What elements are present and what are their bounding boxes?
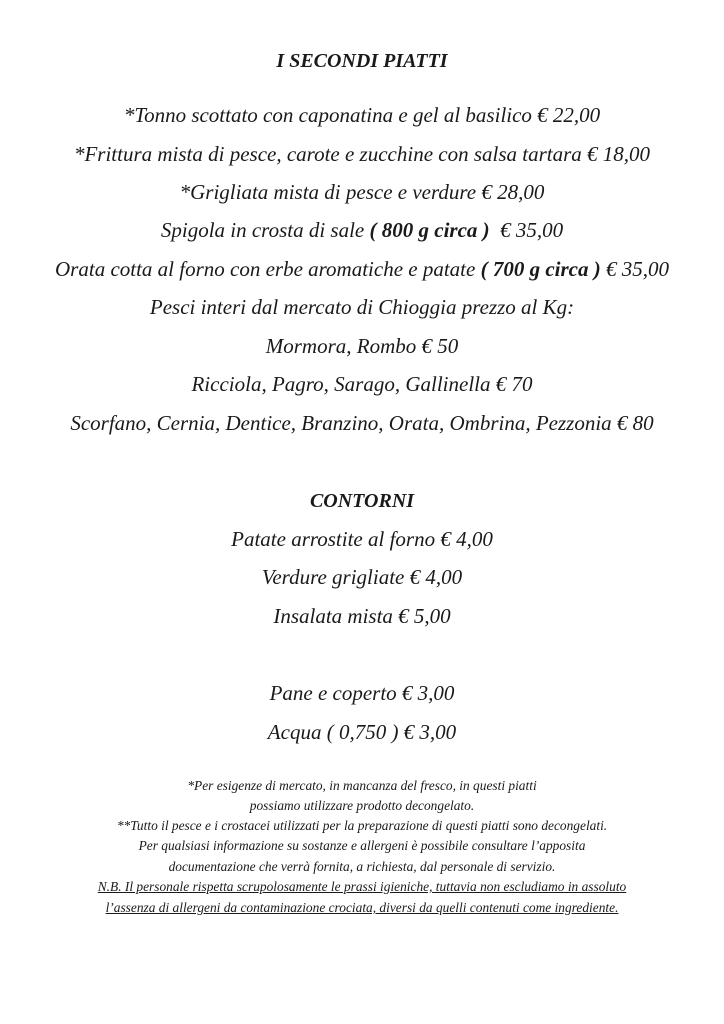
secondi-heading: I SECONDI PIATTI: [276, 50, 448, 72]
menu-item-spigola-price: € 35,00: [489, 218, 564, 242]
menu-item-orata-weight: ( 700 g circa ): [480, 257, 601, 281]
note-line: **Tutto il pesce e i crostacei utilizzati per la preparazione di questi piatti sono decongelati.: [116, 818, 608, 833]
note-line: Per qualsiasi informazione su sostanze e allergeni è possibile consultare l’apposita: [138, 838, 586, 853]
note-line: *Per esigenze di mercato, in mancanza del fresco, in questi piatti: [187, 778, 537, 793]
menu-item-pesci-interi: Pesci interi dal mercato di Chioggia prezzo al Kg:: [149, 295, 575, 319]
contorno-verdure: Verdure grigliate € 4,00: [261, 565, 463, 589]
contorno-patate: Patate arrostite al forno € 4,00: [231, 527, 493, 551]
contorno-insalata: Insalata mista € 5,00: [273, 604, 451, 628]
contorni-heading: CONTORNI: [309, 490, 415, 512]
menu-item-orata-name: Orata cotta al forno con erbe aromatiche e patate: [55, 257, 481, 281]
menu-item-orata-price: € 35,00: [600, 257, 669, 281]
menu-item-spigola-weight: ( 800 g circa ): [369, 218, 490, 242]
menu-item-ricciola: Ricciola, Pagro, Sarago, Gallinella € 70: [191, 372, 533, 396]
menu-item-tonno: *Tonno scottato con caponatina e gel al basilico € 22,00: [123, 103, 601, 127]
menu-item-frittura: *Frittura mista di pesce, carote e zucchine con salsa tartara € 18,00: [73, 142, 651, 166]
menu-item-spigola-name: Spigola in crosta di sale: [160, 218, 370, 242]
menu-item-grigliata: *Grigliata mista di pesce e verdure € 28,00: [179, 180, 545, 204]
note-line: documentazione che verrà fornita, a richiesta, dal personale di servizio.: [168, 859, 556, 874]
extra-acqua: Acqua ( 0,750 ) € 3,00: [267, 720, 457, 744]
menu-item-orata: [0, 257, 724, 282]
allergen-disclaimer-line: N.B. Il personale rispetta scrupolosamente le prassi igieniche, tuttavia non escludiamo in assoluto: [97, 879, 627, 894]
menu-item-scorfano: Scorfano, Cernia, Dentice, Branzino, Orata, Ombrina, Pezzonia € 80: [70, 411, 654, 435]
note-line: possiamo utilizzare prodotto decongelato.: [249, 798, 475, 813]
allergen-disclaimer-line: l’assenza di allergeni da contaminazione crociata, diversi da quelli contenuti come ingrediente.: [105, 900, 619, 915]
menu-item-spigola: [0, 218, 724, 243]
extra-pane-coperto: Pane e coperto € 3,00: [269, 681, 455, 705]
menu-item-mormora: Mormora, Rombo € 50: [265, 334, 459, 358]
